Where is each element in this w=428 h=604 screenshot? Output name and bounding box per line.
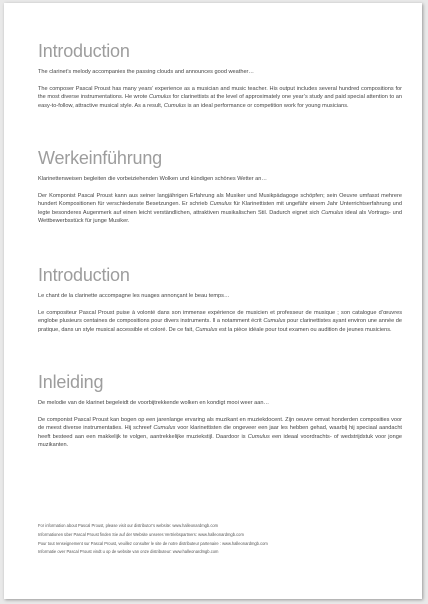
section-body: Le compositeur Pascal Proust puise à volonté dans son immense expérience de musicien et professeur de musique ; son catalogue d’œuvres englobe plusieurs centaines de compositions pour divers instruments. Il a notamment écrit Cumulus pour clarinettistes ayant environ une année de pratique, dans un style musical accessible et coloré. De ce fait, Cumulus est la pièce idéale pour tout examen ou audition de jeunes musiciens.	[38, 310, 402, 333]
section-french	[38, 265, 402, 334]
work-title: Cumulus	[247, 433, 270, 440]
footer-line: Pour tout renseignement sur Pascal Proust, veuillez consulter le site de notre distributeur partenaire : www.halleonardmgb.com	[38, 540, 268, 546]
section-dutch	[38, 372, 402, 450]
work-title: Cumulus	[263, 318, 286, 325]
work-title: Cumulus	[195, 326, 218, 333]
section-heading: Inleiding	[38, 372, 104, 392]
work-title: Cumulus	[209, 201, 232, 208]
section-heading: Introduction	[38, 265, 130, 285]
distributor-footer	[38, 523, 402, 558]
work-title: Cumulus	[148, 94, 172, 101]
section-body: De componist Pascal Proust kan bogen op een jarenlange ervaring als muzikant en muziekdocent. Zijn oeuvre omvat honderden composities voor de meest diverse instrumentaties. Hij schreef Cumulus voor klarinettisten die ongeveer een jaar les hebben gehad, waarbij hij speciaal aandacht heeft besteed aan een makkelijk te volgen, aantrekkelijke muziekstijl. Daardoor is Cumulus een ideaal voordrachts- of wedstrijdstuk voor jonge muzikanten.	[38, 417, 402, 449]
section-tagline: De melodie van de klarinet begeleidt de voorbijtrekkende wolken en kondigt mooi weer aan…	[38, 400, 270, 406]
footer-line: For information about Pascal Proust, please visit our distributor’s website: www.halleonardmgb.com	[38, 523, 219, 528]
footer-line: Informatie over Pascal Proust vindt u op de website van onze distributeur: www.halleonardmgb.com	[38, 549, 219, 555]
work-title: Cumulus	[321, 209, 344, 216]
footer-line: Informationen über Pascal Proust finden Sie auf der Website unseres Vertriebspartners: www.halleonardmgb.com	[38, 531, 244, 537]
section-body: The composer Pascal Proust has many years’ experience as a musician and music teacher. His output includes several hundred compositions for the most diverse instrumentations. He wrote Cumulus for clarinettists at the level of approximately one year’s study and paid special attention to an easy-to-follow, attractive musical style. As a result, Cumulus is an ideal performance or competition work for young musicians.	[38, 86, 402, 109]
section-english	[38, 41, 402, 110]
section-tagline: The clarinet’s melody accompanies the passing clouds and announces good weather…	[38, 69, 255, 75]
document-page	[4, 3, 422, 599]
work-title: Cumulus	[163, 102, 186, 109]
section-body: Der Komponist Pascal Proust kann aus seiner langjährigen Erfahrung als Musiker und Musikpädagoge schöpfen; sein Oeuvre umfasst mehrere hundert Kompositionen für verschiedenste Besetzungen. Er schrieb Cumulus für Klarinettisten mit ungefähr einem Jahr Unterrichtserfahrung und legte besonderes Augenmerk auf einen leicht verständlichen, attraktiven musikalischen Stil. Dadurch eignet sich Cumulus ideal als Vortrags- und Wettbewerbsstück für junge Musiker.	[38, 193, 403, 225]
section-heading: Introduction	[38, 41, 130, 61]
section-german	[38, 148, 402, 226]
section-heading: Werkeinführung	[38, 148, 162, 168]
section-tagline: Le chant de la clarinette accompagne les nuages annonçant le beau temps…	[38, 293, 230, 299]
work-title: Cumulus	[153, 425, 176, 432]
section-tagline: Klarinettenweisen begleiten die vorbeiziehenden Wolken und kündigen schönes Wetter an…	[38, 176, 267, 182]
